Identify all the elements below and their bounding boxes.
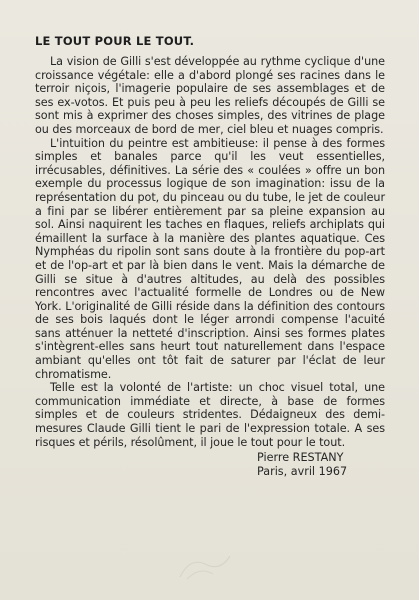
signature-author: Pierre RESTANY [257,451,344,465]
paragraph-2: L'intuition du peintre est ambitieuse: il pense à des formes simples et banales parce qu'il les veut essentielles, irrécusables, définitives. La série des « coulées » offre un bon exemple du processus logique de son imagination: issu de la représentation du pot, du pinceau ou du tube, le jet de couleur a fini par se libérer entièrement par sa pleine expansion au sol. Ainsi naquirent les taches en flaques, reliefs archiplats qui émaillent la surface à la manière des plantes aquatique. Ces Nymphéas du ripolin sont sans doute à la frontière du pop-art et de l'op-art et par là bien dans le vent. Mais la démarche de Gilli se situe à d'autres altitudes, au delà des possibles rencontres avec l'actualité formelle de Londres ou de New York. L'originalité de Gilli réside dans la définition des contours de ses bois laqués dont le léger arrondi compense l'acuité sans atténuer la netteté d'inscription. Ainsi ses formes plates s'intègrent-elles sans heurt tout naturellement dans l'espace ambiant qu'elles ont tôt fait de saturer par l'éclat de leur chromatisme. [35,136,385,381]
signature-place-date: Paris, avril 1967 [257,464,348,478]
embossed-stamp-icon [175,552,235,582]
paragraph-3: Telle est la volonté de l'artiste: un choc visuel total, une communication immédiate et directe, à base de formes simples et de couleurs stridentes. Dédaigneux des demi-mesures Claude Gilli tient le pari de l'expression totale. A ses risques et périls, résolûment, il joue le tout pour le tout. [35,381,385,449]
signature-block [35,451,385,478]
document-title: LE TOUT POUR LE TOUT. [35,34,195,48]
paragraph-1: La vision de Gilli s'est développée au rythme cyclique d'une croissance végétale: elle a d'abord plongé ses racines dans le terroir niçois, l'imagerie populaire de ses assemblages et de ses ex-votos. Et puis peu à peu les reliefs découpés de Gilli se sont mis à exprimer des choses simples, des vitrines de plage ou des morceaux de bord de mer, ciel bleu et nuages compris. [35,55,385,136]
